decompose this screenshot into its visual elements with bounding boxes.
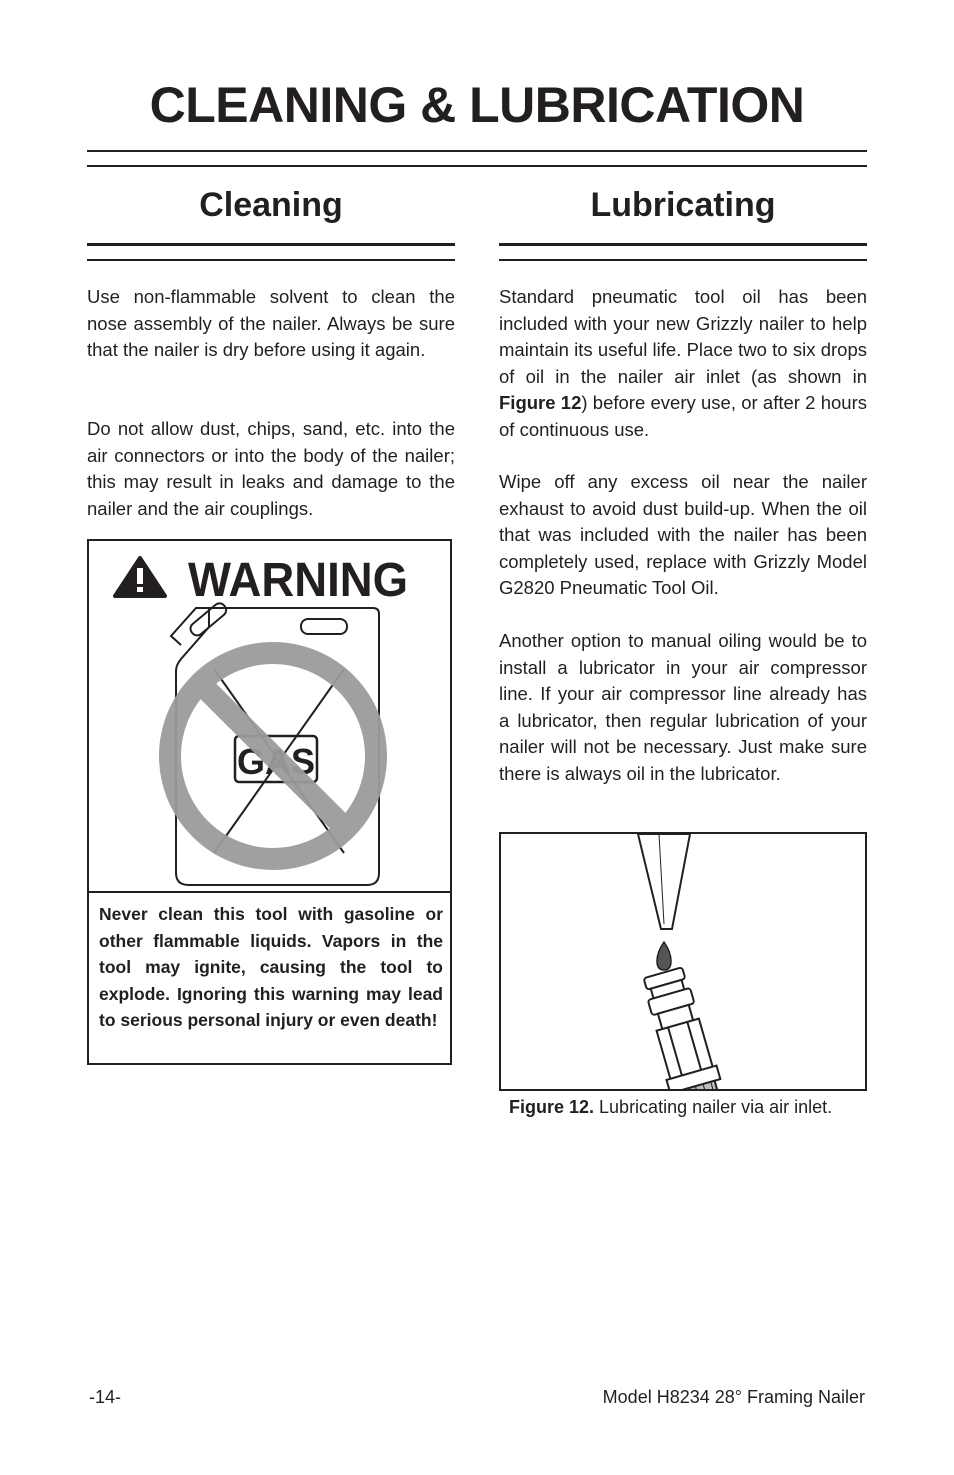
figure-caption: [509, 1097, 832, 1118]
cleaning-rule-thin: [87, 259, 455, 261]
figure-reference: Figure 12: [499, 392, 582, 413]
warning-text: Never clean this tool with gasoline or other flammable liquids. Vapors in the tool may ignite, causing the tool to explode. Ignoring this warning may lead to serious personal injury or even death!: [99, 904, 443, 1030]
figure-label: Figure 12.: [509, 1097, 595, 1117]
cleaning-paragraph-2: Do not allow dust, chips, sand, etc. into the air connectors or into the body of the nailer; this may result in leaks and damage to the nailer and the air couplings.: [87, 418, 455, 519]
oil-drop-icon: [657, 942, 671, 970]
footer-model: Model H8234 28° Framing Nailer: [602, 1387, 865, 1407]
lubricating-heading: Lubricating: [590, 186, 776, 224]
title-rule-bottom: [87, 165, 867, 167]
lubricating-rule-thick: [499, 243, 867, 246]
lubricating-p1-after: ) before every use, or after 2 hours of continuous use.: [499, 392, 868, 440]
lubricating-paragraph-2: Wipe off any excess oil near the nailer exhaust to avoid dust build-up. When the oil that was included with the nailer has been completely used, replace with Grizzly Model G2820 Pneumatic Tool Oil.: [499, 471, 867, 598]
oil-bottle-nozzle-icon: [638, 834, 690, 929]
page-number: -14-: [89, 1387, 122, 1407]
cleaning-rule-thick: [87, 243, 455, 246]
figure-caption-text: Lubricating nailer via air inlet.: [594, 1097, 833, 1117]
warning-box: [87, 539, 452, 1065]
prohibition-icon: [170, 653, 376, 859]
warning-triangle-icon: [115, 558, 165, 596]
warning-divider: [89, 891, 450, 893]
title-rule-top: [87, 150, 867, 152]
lubricating-p1-before: Standard pneumatic tool oil has been included with your new Grizzly nailer to help maintain its useful life. Place two to six drops of oil in the nailer air inlet (as shown in: [499, 286, 867, 387]
warning-label: WARNING: [188, 554, 408, 607]
figure-12: [499, 832, 867, 1091]
cleaning-paragraph-1: Use non-flammable solvent to clean the nose assembly of the nailer. Always be sure that the nailer is dry before using it again.: [87, 286, 455, 360]
lubricating-paragraph-3: Another option to manual oiling would be to install a lubricator in your air compressor line. If your air compressor line already has a lubricator, then regular lubrication of your nailer will not be necessary. Just make sure there is always oil in the lubricator.: [499, 630, 867, 784]
oil-inlet-illustration: [501, 834, 865, 1089]
page-title: CLEANING & LUBRICATION: [149, 77, 805, 133]
gas-can-label: GAS: [236, 741, 316, 782]
warning-illustration: [89, 541, 450, 891]
air-inlet-fitting-icon: [638, 966, 724, 1089]
lubricating-rule-thin: [499, 259, 867, 261]
lubricating-paragraph-1: [499, 284, 867, 443]
cleaning-heading: Cleaning: [199, 186, 343, 224]
